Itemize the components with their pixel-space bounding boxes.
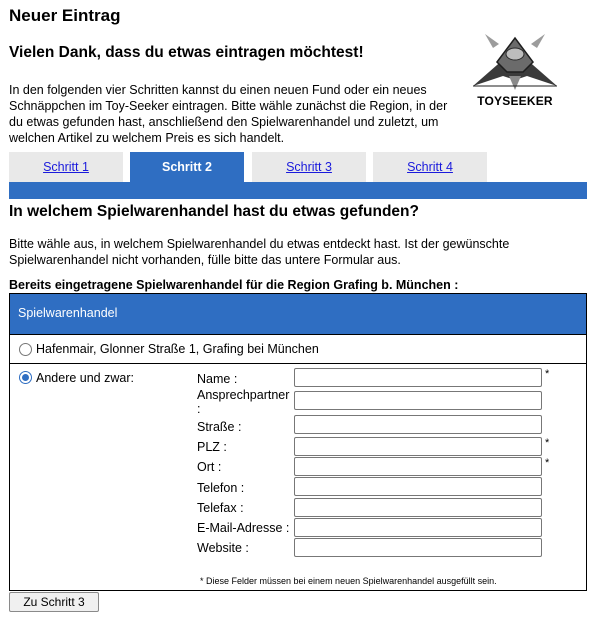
tab-schritt-4[interactable]: Schritt 4 xyxy=(373,152,487,182)
required-fields-note: * Diese Felder müssen bei einem neuen Spielwarenhandel ausgefüllt sein. xyxy=(200,576,497,586)
field-label-ort: Ort : xyxy=(197,460,222,474)
radio-hafenmair[interactable] xyxy=(19,343,32,356)
tab-schritt-3[interactable]: Schritt 3 xyxy=(252,152,366,182)
page-subtitle: Vielen Dank, dass du etwas eintragen möchtest! xyxy=(9,44,364,61)
field-label-name: Name : xyxy=(197,372,238,386)
option-label-hafenmair: Hafenmair, Glonner Straße 1, Grafing bei München xyxy=(36,342,319,356)
email-input[interactable] xyxy=(294,518,542,537)
telefax-input[interactable] xyxy=(294,498,542,517)
ansprechpartner-input[interactable] xyxy=(294,391,542,410)
table-header: Spielwarenhandel xyxy=(10,294,586,334)
store-option-row[interactable] xyxy=(10,334,586,364)
field-label-website: Website : xyxy=(197,541,249,555)
store-selection-table xyxy=(9,293,587,591)
field-label-telefax: Telefax : xyxy=(197,501,244,515)
spaceship-logo-icon xyxy=(465,28,565,94)
tab-schritt-2[interactable]: Schritt 2 xyxy=(130,152,244,182)
next-step-button[interactable]: Zu Schritt 3 xyxy=(9,592,99,612)
option-label-andere: Andere und zwar: xyxy=(36,371,134,385)
ort-input[interactable] xyxy=(294,457,542,476)
field-label-strasse: Straße : xyxy=(197,420,242,434)
required-marker-ort: * xyxy=(545,457,550,469)
required-marker-name: * xyxy=(545,368,550,380)
tab-underline-bar xyxy=(9,182,587,199)
tab-schritt-1[interactable]: Schritt 1 xyxy=(9,152,123,182)
radio-andere[interactable] xyxy=(19,371,32,384)
intro-text: In den folgenden vier Schritten kannst du einen neuen Fund oder ein neues Schnäppchen im Toy-Seeker eintragen. Bitte wähle zunächst die Region, in der du etwas gefunden hast, anschließend den Spielwarenhandel und zuletzt, um welchen Artikel zu welchem Preis es sich handelt. xyxy=(9,83,448,145)
name-input[interactable] xyxy=(294,368,542,387)
field-label-telefon: Telefon : xyxy=(197,481,245,495)
step-description: Bitte wähle aus, in welchem Spielwarenhandel du etwas entdeckt hast. Ist der gewünschte Spielwarenhandel nicht vorhanden, fülle bitte das untere Formular aus. xyxy=(9,237,510,267)
telefon-input[interactable] xyxy=(294,477,542,496)
field-label-ansprechpartner: Ansprechpartner : xyxy=(197,388,290,416)
logo-text: TOYSEEKER xyxy=(477,94,553,108)
plz-input[interactable] xyxy=(294,437,542,456)
region-label: Bereits eingetragene Spielwarenhandel für die Region Grafing b. München : xyxy=(9,278,459,292)
website-input[interactable] xyxy=(294,538,542,557)
strasse-input[interactable] xyxy=(294,415,542,434)
field-label-plz: PLZ : xyxy=(197,440,227,454)
field-label-email: E-Mail-Adresse : xyxy=(197,521,290,535)
toyseeker-logo xyxy=(465,28,565,110)
page-title: Neuer Eintrag xyxy=(9,6,121,25)
step-question: In welchem Spielwarenhandel hast du etwas gefunden? xyxy=(9,203,419,220)
required-marker-plz: * xyxy=(545,437,550,449)
step-tabs xyxy=(9,152,587,182)
